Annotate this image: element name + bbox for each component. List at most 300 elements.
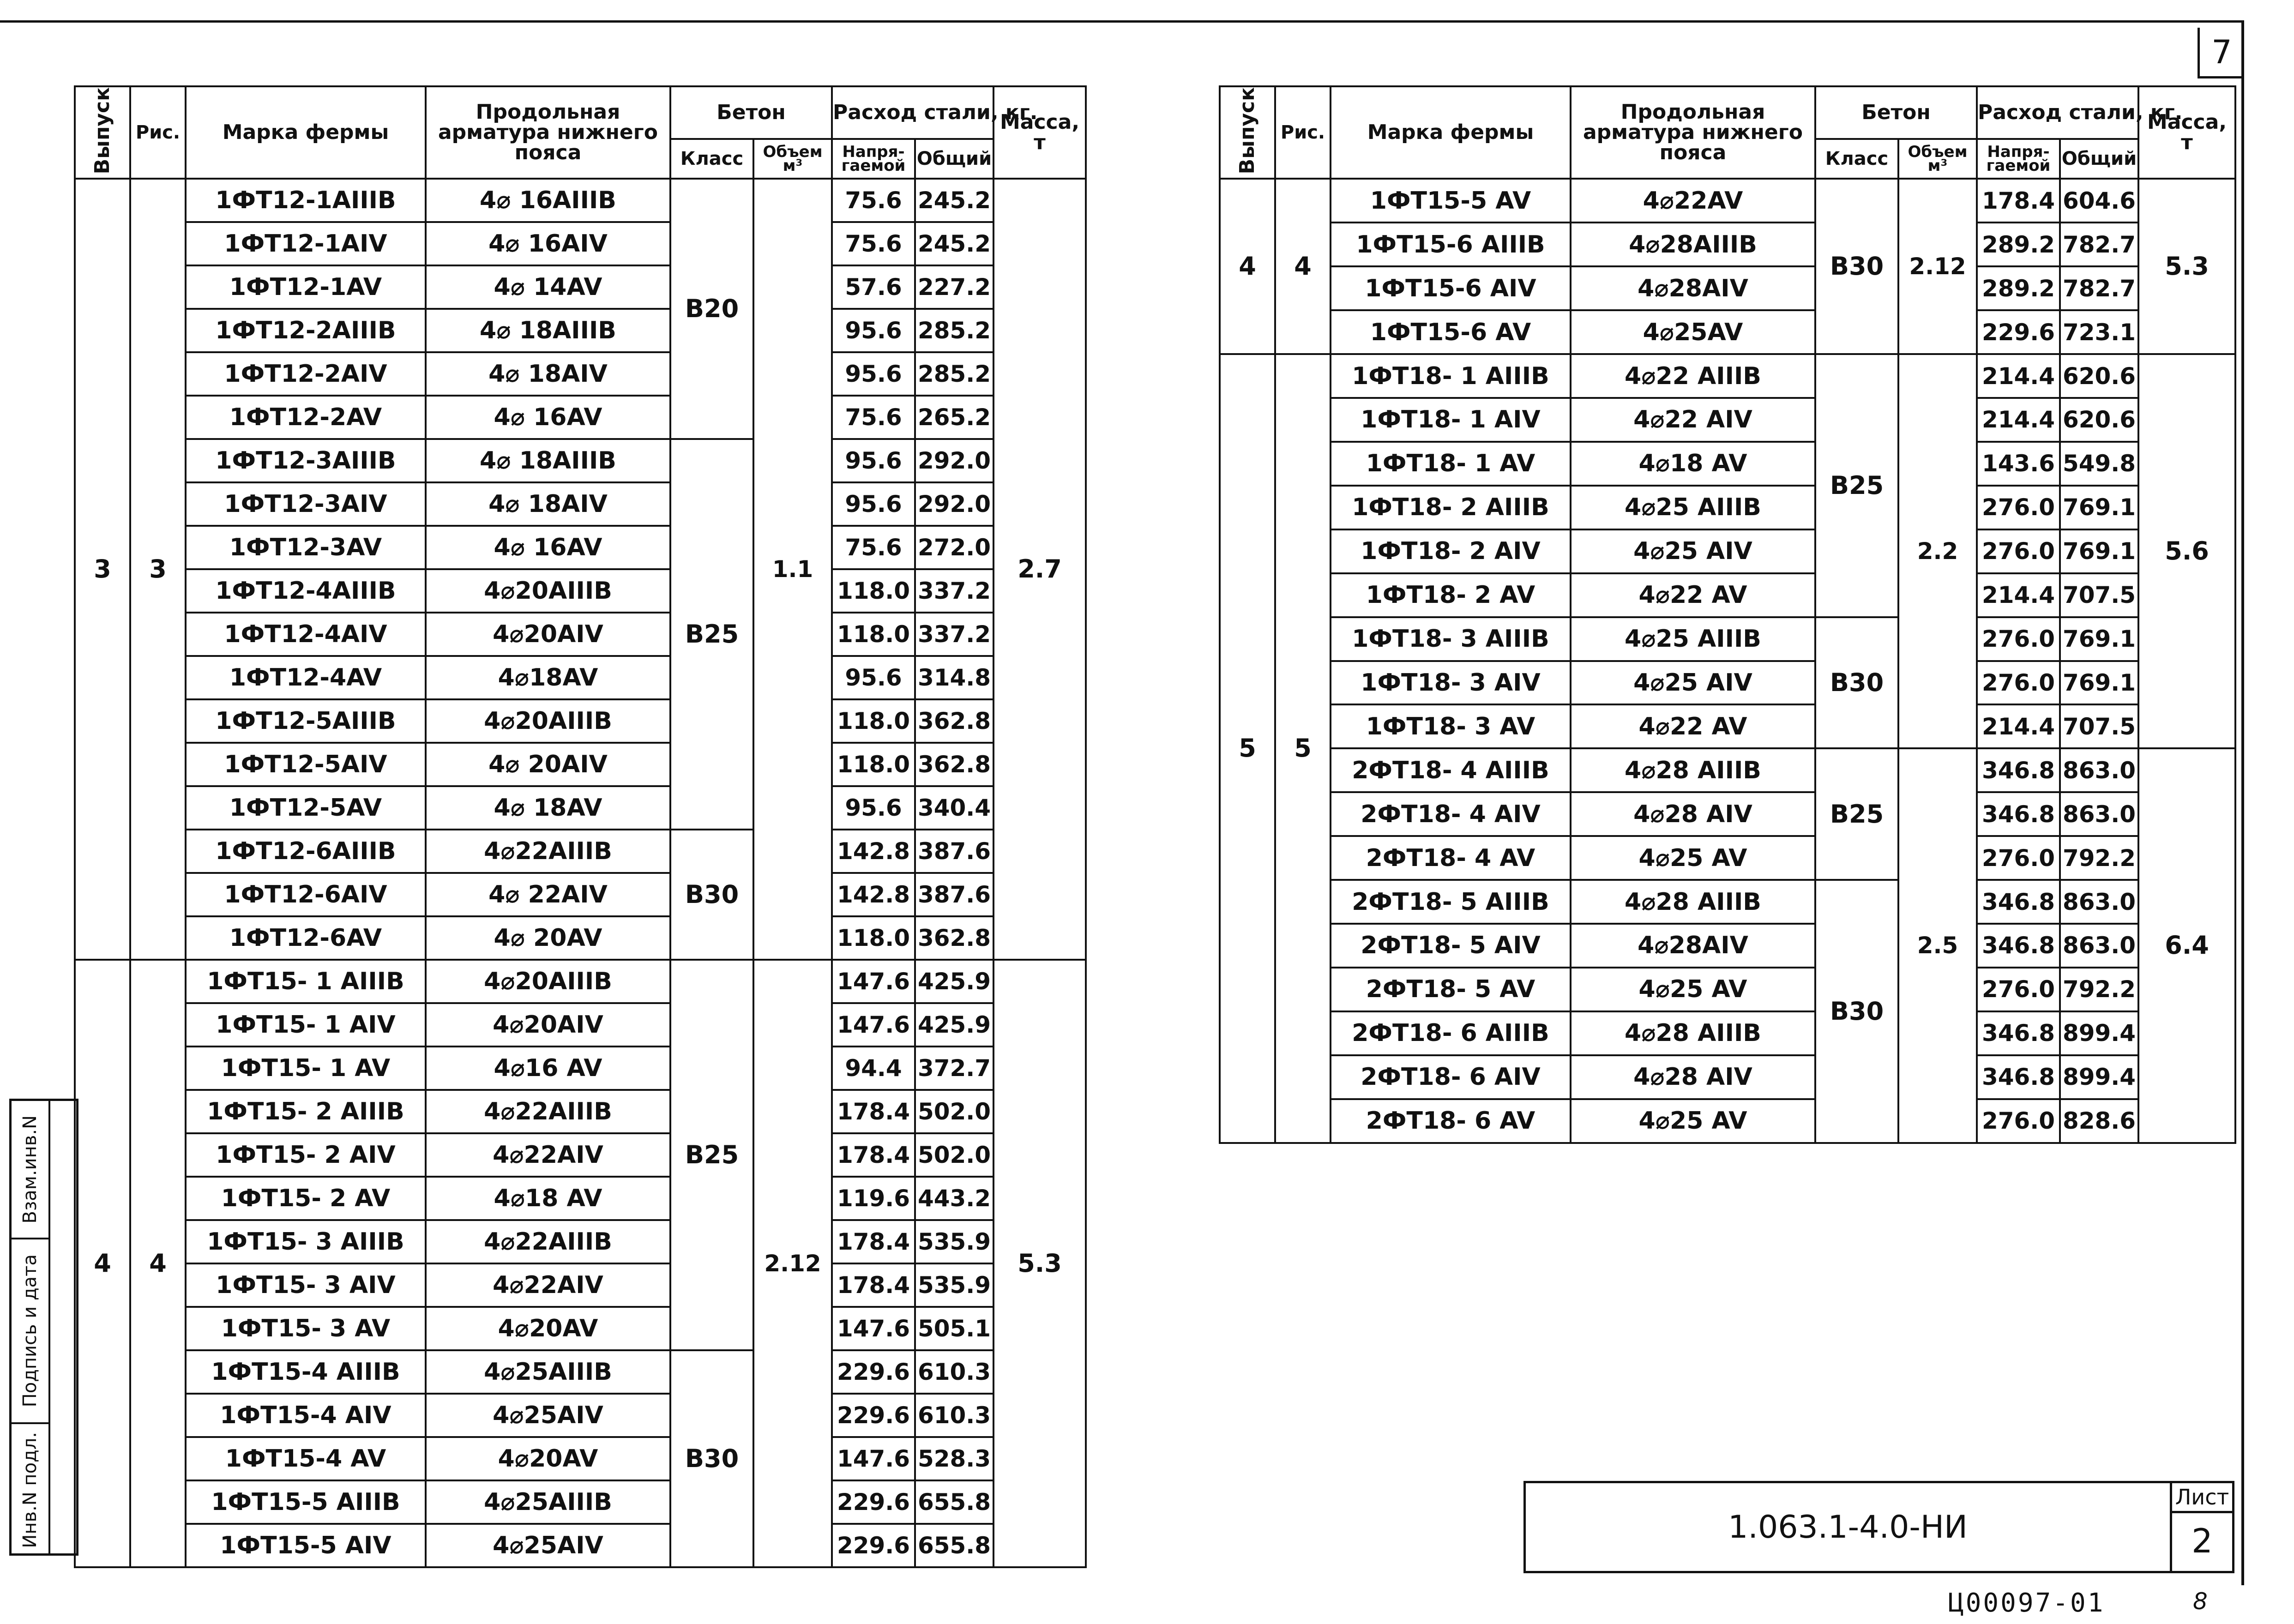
napr-cell: 214.4 <box>1977 398 2060 442</box>
napr-cell: 214.4 <box>1977 704 2060 748</box>
marka-cell: 2ФТ18- 4 AV <box>1331 836 1571 880</box>
armatura-cell: 4⌀22 AV <box>1571 704 1815 748</box>
col-header-obshiy: Общий <box>2060 139 2138 179</box>
napr-cell: 289.2 <box>1977 266 2060 310</box>
sheet-label: Лист <box>2172 1483 2232 1513</box>
obshiy-cell: 792.2 <box>2060 968 2138 1011</box>
marka-cell: 1ФТ18- 2 AIV <box>1331 529 1571 573</box>
col-header-marka: Марка фермы <box>1331 86 1571 179</box>
obshiy-cell: 863.0 <box>2060 880 2138 924</box>
col-header-klass: Класс <box>1815 139 1898 179</box>
table-row <box>75 1524 1086 1567</box>
obshiy-cell: 620.6 <box>2060 354 2138 398</box>
col-header-rashod: Расход стали, кг. <box>1977 86 2138 139</box>
armatura-cell: 4⌀22AV <box>1571 179 1815 223</box>
marka-cell: 1ФТ12-6AIV <box>186 873 426 916</box>
marka-cell: 1ФТ18- 3 AIIIB <box>1331 617 1571 661</box>
col-header-rashod: Расход стали, кг. <box>832 86 993 139</box>
table-row <box>75 569 1086 613</box>
armatura-cell: 4⌀ 16AIIIB <box>426 179 670 222</box>
obshiy-cell: 425.9 <box>915 1003 993 1047</box>
armatura-cell: 4⌀25AIV <box>426 1524 670 1567</box>
armatura-cell: 4⌀25AIIIB <box>426 1480 670 1524</box>
table-row <box>75 1047 1086 1090</box>
marka-cell: 1ФТ12-1AV <box>186 265 426 309</box>
klass-cell: B25 <box>670 439 753 830</box>
table-row <box>1220 529 2235 573</box>
table-row <box>75 482 1086 526</box>
marka-cell: 1ФТ15- 3 AIV <box>186 1263 426 1307</box>
armatura-cell: 4⌀25 AV <box>1571 836 1815 880</box>
armatura-cell: 4⌀25AV <box>1571 310 1815 354</box>
marka-cell: 1ФТ12-6AIIIB <box>186 830 426 873</box>
marka-cell: 1ФТ15- 1 AIIIB <box>186 960 426 1003</box>
obshiy-cell: 899.4 <box>2060 1055 2138 1099</box>
obshiy-cell: 782.7 <box>2060 223 2138 266</box>
napr-cell: 75.6 <box>832 179 915 222</box>
table-row <box>75 1394 1086 1437</box>
armatura-cell: 4⌀ 14AV <box>426 265 670 309</box>
left-spec-table <box>74 85 1087 1568</box>
obshiy-cell: 899.4 <box>2060 1011 2138 1055</box>
napr-cell: 276.0 <box>1977 968 2060 1011</box>
col-header-armatura: Продольная арматура нижнего пояса <box>426 86 670 179</box>
massa-cell: 5.6 <box>2138 354 2235 748</box>
table-row <box>75 526 1086 569</box>
col-header-vypusk: Выпуск <box>75 86 130 179</box>
col-header-ris: Рис. <box>1275 86 1331 179</box>
obem-cell: 2.12 <box>1898 179 1977 354</box>
ris-cell: 4 <box>1275 179 1331 354</box>
armatura-cell: 4⌀22AIIIB <box>426 830 670 873</box>
col-header-vypusk: Выпуск <box>1220 86 1275 179</box>
armatura-cell: 4⌀22AIV <box>426 1133 670 1177</box>
table-row <box>1220 310 2235 354</box>
marka-cell: 1ФТ12-3AIV <box>186 482 426 526</box>
col-header-marka: Марка фермы <box>186 86 426 179</box>
napr-cell: 178.4 <box>832 1263 915 1307</box>
marka-cell: 1ФТ15-5 AIV <box>186 1524 426 1567</box>
marka-cell: 1ФТ15-5 AV <box>1331 179 1571 223</box>
col-header-obshiy: Общий <box>915 139 993 179</box>
obshiy-cell: 387.6 <box>915 873 993 916</box>
archive-code: Ц00097-01 <box>1948 1588 2105 1618</box>
marka-cell: 1ФТ15-4 AIV <box>186 1394 426 1437</box>
marka-cell: 1ФТ18- 2 AIIIB <box>1331 486 1571 529</box>
table-row <box>75 656 1086 699</box>
marka-cell: 2ФТ18- 5 AIV <box>1331 924 1571 968</box>
napr-cell: 95.6 <box>832 439 915 482</box>
massa-cell: 6.4 <box>2138 748 2235 1143</box>
marka-cell: 1ФТ12-4AIV <box>186 613 426 656</box>
klass-cell: B25 <box>670 960 753 1350</box>
armatura-cell: 4⌀25AIV <box>426 1394 670 1437</box>
napr-cell: 94.4 <box>832 1047 915 1090</box>
napr-cell: 118.0 <box>832 916 915 960</box>
marka-cell: 2ФТ18- 5 AV <box>1331 968 1571 1011</box>
title-stamp <box>1523 1481 2234 1573</box>
marka-cell: 1ФТ12-4AIIIB <box>186 569 426 613</box>
vypusk-cell: 4 <box>1220 179 1275 354</box>
napr-cell: 57.6 <box>832 265 915 309</box>
obshiy-cell: 863.0 <box>2060 792 2138 836</box>
marka-cell: 1ФТ12-5AIV <box>186 743 426 786</box>
marka-cell: 1ФТ18- 1 AIIIB <box>1331 354 1571 398</box>
obem-cell: 1.1 <box>753 179 832 960</box>
armatura-cell: 4⌀25AIIIB <box>426 1350 670 1394</box>
table-row <box>1220 1055 2235 1099</box>
marka-cell: 2ФТ18- 4 AIIIB <box>1331 748 1571 792</box>
napr-cell: 276.0 <box>1977 617 2060 661</box>
marka-cell: 1ФТ12-4AV <box>186 656 426 699</box>
armatura-cell: 4⌀25 AIIIB <box>1571 486 1815 529</box>
armatura-cell: 4⌀16 AV <box>426 1047 670 1090</box>
massa-cell: 2.7 <box>993 179 1086 960</box>
marka-cell: 1ФТ18- 1 AIV <box>1331 398 1571 442</box>
marka-cell: 2ФТ18- 5 AIIIB <box>1331 880 1571 924</box>
table-row <box>75 960 1086 1003</box>
table-row <box>1220 836 2235 880</box>
napr-cell: 276.0 <box>1977 661 2060 705</box>
table-row <box>75 222 1086 265</box>
napr-cell: 95.6 <box>832 352 915 396</box>
klass-cell: B30 <box>1815 617 1898 749</box>
armatura-cell: 4⌀22AIV <box>426 1263 670 1307</box>
table-row <box>75 613 1086 656</box>
col-header-massa: Масса, т <box>2138 86 2235 179</box>
marka-cell: 1ФТ12-1AIV <box>186 222 426 265</box>
napr-cell: 178.4 <box>1977 179 2060 223</box>
obshiy-cell: 863.0 <box>2060 748 2138 792</box>
obshiy-cell: 707.5 <box>2060 573 2138 617</box>
obshiy-cell: 610.3 <box>915 1394 993 1437</box>
napr-cell: 147.6 <box>832 1307 915 1350</box>
obshiy-cell: 505.1 <box>915 1307 993 1350</box>
napr-cell: 75.6 <box>832 526 915 569</box>
armatura-cell: 4⌀28AIV <box>1571 266 1815 310</box>
table-row <box>75 1350 1086 1394</box>
obshiy-cell: 769.1 <box>2060 486 2138 529</box>
marka-cell: 1ФТ15- 1 AV <box>186 1047 426 1090</box>
marka-cell: 1ФТ18- 2 AV <box>1331 573 1571 617</box>
armatura-cell: 4⌀28AIV <box>1571 924 1815 968</box>
napr-cell: 147.6 <box>832 960 915 1003</box>
right-table-body <box>1220 179 2235 1143</box>
table-row <box>75 743 1086 786</box>
napr-cell: 229.6 <box>832 1350 915 1394</box>
table-row <box>75 873 1086 916</box>
marka-cell: 1ФТ15-4 AIIIB <box>186 1350 426 1394</box>
marka-cell: 1ФТ12-2AIV <box>186 352 426 396</box>
col-header-beton: Бетон <box>670 86 832 139</box>
marka-cell: 1ФТ12-6AV <box>186 916 426 960</box>
napr-cell: 276.0 <box>1977 836 2060 880</box>
obshiy-cell: 285.2 <box>915 352 993 396</box>
obshiy-cell: 362.8 <box>915 916 993 960</box>
obshiy-cell: 285.2 <box>915 309 993 352</box>
klass-cell: B20 <box>670 179 753 439</box>
armatura-cell: 4⌀20AIIIB <box>426 569 670 613</box>
armatura-cell: 4⌀25 AIV <box>1571 529 1815 573</box>
napr-cell: 214.4 <box>1977 354 2060 398</box>
napr-cell: 118.0 <box>832 569 915 613</box>
table-row <box>75 1003 1086 1047</box>
napr-cell: 229.6 <box>832 1394 915 1437</box>
obshiy-cell: 769.1 <box>2060 661 2138 705</box>
napr-cell: 118.0 <box>832 699 915 743</box>
obshiy-cell: 769.1 <box>2060 529 2138 573</box>
armatura-cell: 4⌀ 18AIV <box>426 352 670 396</box>
armatura-cell: 4⌀ 16AIV <box>426 222 670 265</box>
obshiy-cell: 528.3 <box>915 1437 993 1480</box>
obshiy-cell: 782.7 <box>2060 266 2138 310</box>
napr-cell: 346.8 <box>1977 924 2060 968</box>
marka-cell: 1ФТ15- 3 AIIIB <box>186 1220 426 1263</box>
vypusk-cell: 3 <box>75 179 130 960</box>
table-row <box>75 1480 1086 1524</box>
obshiy-cell: 292.0 <box>915 439 993 482</box>
obshiy-cell: 610.3 <box>915 1350 993 1394</box>
marka-cell: 1ФТ18- 3 AIV <box>1331 661 1571 705</box>
massa-cell: 5.3 <box>2138 179 2235 354</box>
obshiy-cell: 828.6 <box>2060 1099 2138 1143</box>
armatura-cell: 4⌀20AV <box>426 1307 670 1350</box>
right-spec-table <box>1219 85 2236 1144</box>
obshiy-cell: 863.0 <box>2060 924 2138 968</box>
massa-cell: 5.3 <box>993 960 1086 1567</box>
napr-cell: 276.0 <box>1977 1099 2060 1143</box>
armatura-cell: 4⌀28 AIV <box>1571 1055 1815 1099</box>
table-row <box>1220 748 2235 792</box>
frame-right-line <box>2241 20 2244 1585</box>
obshiy-cell: 549.8 <box>2060 442 2138 486</box>
marka-cell: 1ФТ15- 2 AV <box>186 1177 426 1220</box>
table-row <box>1220 880 2235 924</box>
klass-cell: B30 <box>670 1350 753 1567</box>
marka-cell: 1ФТ15-6 AV <box>1331 310 1571 354</box>
marka-cell: 1ФТ15-5 AIIIB <box>186 1480 426 1524</box>
marka-cell: 1ФТ12-1AIIIB <box>186 179 426 222</box>
marka-cell: 1ФТ15-6 AIIIB <box>1331 223 1571 266</box>
table-row <box>1220 1099 2235 1143</box>
obshiy-cell: 502.0 <box>915 1090 993 1133</box>
napr-cell: 289.2 <box>1977 223 2060 266</box>
armatura-cell: 4⌀18 AV <box>426 1177 670 1220</box>
klass-cell: B25 <box>1815 748 1898 880</box>
table-row <box>1220 704 2235 748</box>
armatura-cell: 4⌀25 AIV <box>1571 661 1815 705</box>
table-row <box>75 1177 1086 1220</box>
table-row <box>75 916 1086 960</box>
napr-cell: 75.6 <box>832 396 915 439</box>
obshiy-cell: 227.2 <box>915 265 993 309</box>
table-row <box>75 1263 1086 1307</box>
napr-cell: 214.4 <box>1977 573 2060 617</box>
klass-cell: B30 <box>1815 880 1898 1143</box>
napr-cell: 95.6 <box>832 309 915 352</box>
col-header-napr: Напря-гаемой <box>832 139 915 179</box>
obshiy-cell: 769.1 <box>2060 617 2138 661</box>
table-row <box>1220 573 2235 617</box>
obshiy-cell: 265.2 <box>915 396 993 439</box>
obshiy-cell: 314.8 <box>915 656 993 699</box>
armatura-cell: 4⌀28 AIIIB <box>1571 1011 1815 1055</box>
col-header-obem: Объем м³ <box>753 139 832 179</box>
col-header-klass: Класс <box>670 139 753 179</box>
obshiy-cell: 443.2 <box>915 1177 993 1220</box>
armatura-cell: 4⌀22 AIIIB <box>1571 354 1815 398</box>
marka-cell: 1ФТ15- 1 AIV <box>186 1003 426 1047</box>
napr-cell: 229.6 <box>832 1524 915 1567</box>
marka-cell: 2ФТ18- 4 AIV <box>1331 792 1571 836</box>
table-row <box>1220 354 2235 398</box>
col-header-ris: Рис. <box>130 86 186 179</box>
table-row <box>1220 1011 2235 1055</box>
obem-cell: 2.2 <box>1898 354 1977 748</box>
marka-cell: 1ФТ15- 3 AV <box>186 1307 426 1350</box>
table-row <box>75 1133 1086 1177</box>
marka-cell: 2ФТ18- 6 AIIIB <box>1331 1011 1571 1055</box>
obshiy-cell: 502.0 <box>915 1133 993 1177</box>
napr-cell: 143.6 <box>1977 442 2060 486</box>
col-header-beton: Бетон <box>1815 86 1977 139</box>
armatura-cell: 4⌀20AIIIB <box>426 699 670 743</box>
napr-cell: 346.8 <box>1977 1055 2060 1099</box>
table-row <box>1220 398 2235 442</box>
obshiy-cell: 655.8 <box>915 1480 993 1524</box>
marka-cell: 2ФТ18- 6 AIV <box>1331 1055 1571 1099</box>
armatura-cell: 4⌀28 AIIIB <box>1571 748 1815 792</box>
table-row <box>1220 661 2235 705</box>
klass-cell: B25 <box>1815 354 1898 617</box>
obshiy-cell: 707.5 <box>2060 704 2138 748</box>
armatura-cell: 4⌀ 20AV <box>426 916 670 960</box>
marka-cell: 1ФТ12-2AIIIB <box>186 309 426 352</box>
table-row <box>1220 924 2235 968</box>
napr-cell: 178.4 <box>832 1090 915 1133</box>
napr-cell: 142.8 <box>832 873 915 916</box>
ris-cell: 4 <box>130 960 186 1567</box>
obshiy-cell: 245.2 <box>915 222 993 265</box>
sheet-number: 2 <box>2192 1522 2213 1560</box>
table-row <box>75 1220 1086 1263</box>
obshiy-cell: 272.0 <box>915 526 993 569</box>
col-header-obem: Объем м³ <box>1898 139 1977 179</box>
obshiy-cell: 535.9 <box>915 1220 993 1263</box>
obem-cell: 2.5 <box>1898 748 1977 1143</box>
obshiy-cell: 535.9 <box>915 1263 993 1307</box>
obshiy-cell: 337.2 <box>915 569 993 613</box>
table-row <box>75 1437 1086 1480</box>
klass-cell: B30 <box>670 830 753 960</box>
obshiy-cell: 337.2 <box>915 613 993 656</box>
table-row <box>1220 968 2235 1011</box>
armatura-cell: 4⌀ 18AIIIB <box>426 309 670 352</box>
napr-cell: 346.8 <box>1977 792 2060 836</box>
napr-cell: 118.0 <box>832 743 915 786</box>
marka-cell: 1ФТ12-3AIIIB <box>186 439 426 482</box>
vypusk-cell: 4 <box>75 960 130 1567</box>
napr-cell: 346.8 <box>1977 1011 2060 1055</box>
napr-cell: 276.0 <box>1977 486 2060 529</box>
table-row <box>1220 486 2235 529</box>
marka-cell: 1ФТ15- 2 AIV <box>186 1133 426 1177</box>
marka-cell: 1ФТ15-6 AIV <box>1331 266 1571 310</box>
obshiy-cell: 387.6 <box>915 830 993 873</box>
armatura-cell: 4⌀ 22AIV <box>426 873 670 916</box>
armatura-cell: 4⌀ 16AV <box>426 526 670 569</box>
obshiy-cell: 620.6 <box>2060 398 2138 442</box>
table-row <box>75 1307 1086 1350</box>
napr-cell: 119.6 <box>832 1177 915 1220</box>
col-header-napr: Напря-гаемой <box>1977 139 2060 179</box>
napr-cell: 346.8 <box>1977 748 2060 792</box>
col-header-massa: Масса, т <box>993 86 1086 179</box>
table-row <box>75 265 1086 309</box>
napr-cell: 346.8 <box>1977 880 2060 924</box>
table-row <box>75 309 1086 352</box>
obshiy-cell: 292.0 <box>915 482 993 526</box>
obshiy-cell: 372.7 <box>915 1047 993 1090</box>
footer-mark: 8 <box>2193 1588 2208 1615</box>
vypusk-cell: 5 <box>1220 354 1275 1143</box>
table-row <box>75 179 1086 222</box>
document-code: 1.063.1-4.0-НИ <box>1526 1483 2172 1571</box>
armatura-cell: 4⌀20AV <box>426 1437 670 1480</box>
frame-top-line <box>0 20 2244 23</box>
napr-cell: 118.0 <box>832 613 915 656</box>
armatura-cell: 4⌀ 18AV <box>426 786 670 830</box>
side-cell-inv: Инв.N подл. <box>19 1432 41 1548</box>
armatura-cell: 4⌀ 20AIV <box>426 743 670 786</box>
napr-cell: 75.6 <box>832 222 915 265</box>
obshiy-cell: 723.1 <box>2060 310 2138 354</box>
obshiy-cell: 425.9 <box>915 960 993 1003</box>
obshiy-cell: 245.2 <box>915 179 993 222</box>
armatura-cell: 4⌀18AV <box>426 656 670 699</box>
napr-cell: 229.6 <box>832 1480 915 1524</box>
side-stamp-divider <box>48 1101 50 1553</box>
armatura-cell: 4⌀25 AV <box>1571 968 1815 1011</box>
col-header-armatura: Продольная арматура нижнего пояса <box>1571 86 1815 179</box>
napr-cell: 142.8 <box>832 830 915 873</box>
armatura-cell: 4⌀28AIIIB <box>1571 223 1815 266</box>
armatura-cell: 4⌀18 AV <box>1571 442 1815 486</box>
napr-cell: 95.6 <box>832 656 915 699</box>
marka-cell: 1ФТ12-3AV <box>186 526 426 569</box>
armatura-cell: 4⌀22 AV <box>1571 573 1815 617</box>
armatura-cell: 4⌀ 16AV <box>426 396 670 439</box>
obshiy-cell: 604.6 <box>2060 179 2138 223</box>
table-row <box>1220 223 2235 266</box>
armatura-cell: 4⌀22AIIIB <box>426 1090 670 1133</box>
obem-cell: 2.12 <box>753 960 832 1567</box>
napr-cell: 276.0 <box>1977 529 2060 573</box>
table-row <box>1220 792 2235 836</box>
armatura-cell: 4⌀25 AIIIB <box>1571 617 1815 661</box>
table-row <box>75 439 1086 482</box>
marka-cell: 1ФТ12-2AV <box>186 396 426 439</box>
side-cell-podpis: Подпись и дата <box>12 1239 48 1424</box>
napr-cell: 147.6 <box>832 1437 915 1480</box>
ris-cell: 5 <box>1275 354 1331 1143</box>
obshiy-cell: 362.8 <box>915 699 993 743</box>
table-row <box>1220 179 2235 223</box>
table-row <box>75 830 1086 873</box>
napr-cell: 178.4 <box>832 1133 915 1177</box>
armatura-cell: 4⌀20AIV <box>426 1003 670 1047</box>
obshiy-cell: 340.4 <box>915 786 993 830</box>
